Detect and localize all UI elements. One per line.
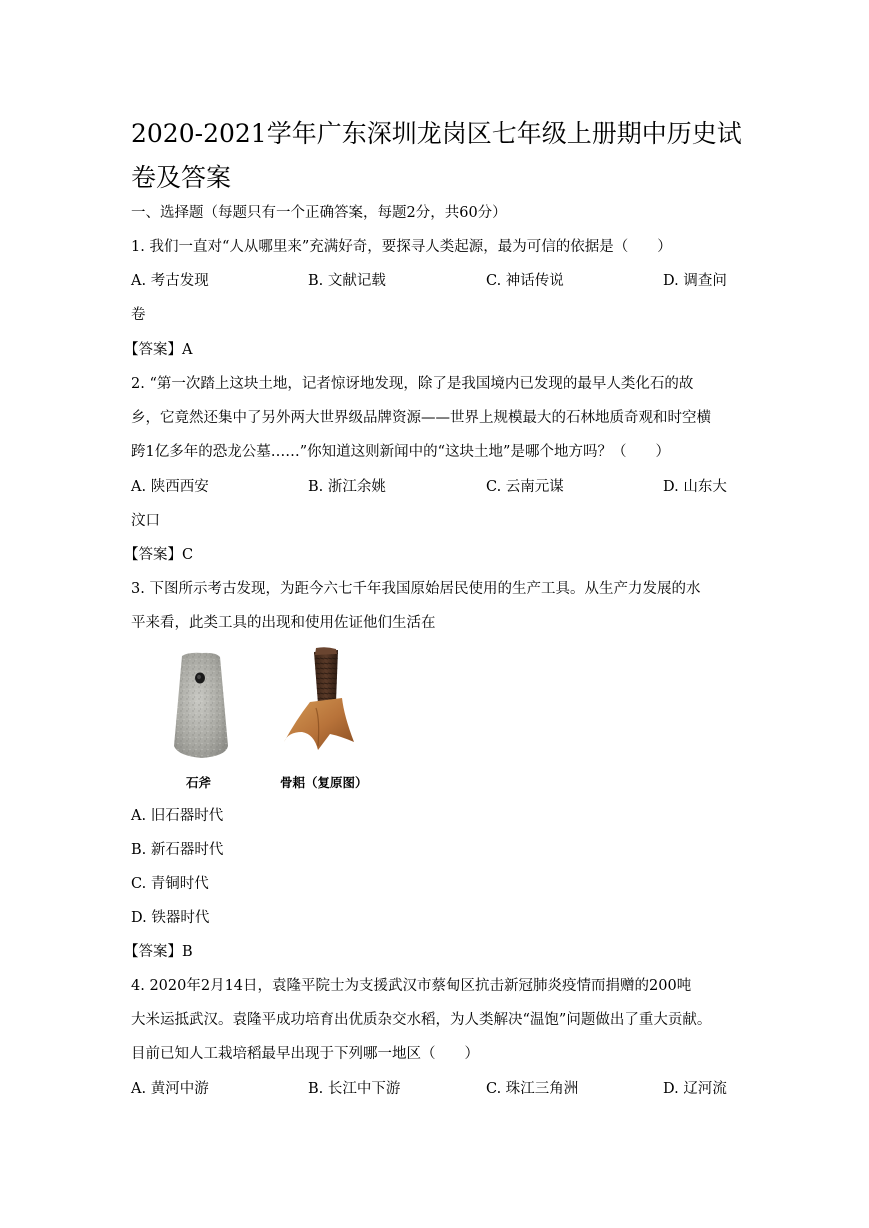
question-3-stem-line-2: 平来看，此类工具的出现和使用佐证他们生活在 <box>131 615 436 631</box>
question-2-option-c: C. 云南元谋 <box>486 479 564 495</box>
question-1-option-b: B. 文献记载 <box>308 273 386 289</box>
bone-spade-image <box>280 646 360 758</box>
question-2-option-a: A. 陕西西安 <box>131 479 209 495</box>
question-1-option-a: A. 考古发现 <box>131 273 209 289</box>
question-4-stem-line-3: 目前已知人工栽培稻最早出现于下列哪一地区（ ） <box>131 1046 479 1062</box>
question-1-answer: 【答案】A <box>124 342 193 358</box>
question-3-option-a: A. 旧石器时代 <box>131 808 224 824</box>
question-4-stem-line-2: 大米运抵武汉。袁隆平成功培育出优质杂交水稻，为人类解决“温饱”问题做出了重大贡献。 <box>131 1012 712 1028</box>
question-4-stem-line-1: 4. 2020年2月14日，袁隆平院士为支援武汉市蔡甸区抗击新冠肺炎疫情而捐赠的200吨 <box>131 978 692 994</box>
question-3-figure <box>160 646 390 796</box>
question-2-stem-line-1: 2. “第一次踏上这块土地，记者惊讶地发现，除了是我国境内已发现的最早人类化石的故 <box>131 376 694 392</box>
question-1-stem: 1. 我们一直对“人从哪里来”充满好奇，要探寻人类起源，最为可信的依据是（ ） <box>131 239 672 255</box>
question-2-stem-line-2: 乡，它竟然还集中了另外两大世界级品牌资源——世界上规模最大的石林地质奇观和时空横 <box>131 410 711 426</box>
question-4-option-d: D. 辽河流 <box>663 1081 727 1097</box>
question-2-option-d-continued: 汶口 <box>131 513 160 529</box>
question-1-option-d-continued: 卷 <box>131 307 146 323</box>
question-3-stem-line-1: 3. 下图所示考古发现，为距今六七千年我国原始居民使用的生产工具。从生产力发展的水 <box>131 581 701 597</box>
page-title: 2020-2021学年广东深圳龙岗区七年级上册期中历史试卷及答案 <box>131 119 742 192</box>
question-1-option-d: D. 调查问 <box>663 273 727 289</box>
question-4-option-c: C. 珠江三角洲 <box>486 1081 579 1097</box>
question-3-answer: 【答案】B <box>124 944 193 960</box>
section-heading: 一、选择题（每题只有一个正确答案，每题2分，共60分） <box>131 205 507 221</box>
question-3-option-b: B. 新石器时代 <box>131 842 224 858</box>
stone-axe-caption: 石斧 <box>186 775 212 790</box>
question-3-option-d: D. 铁器时代 <box>131 910 210 926</box>
question-2-answer: 【答案】C <box>124 547 194 563</box>
question-3-option-c: C. 青铜时代 <box>131 876 209 892</box>
question-2-stem-line-3: 跨1亿多年的恐龙公墓……”你知道这则新闻中的“这块土地”是哪个地方吗？（ ） <box>131 444 670 460</box>
bone-spade-caption: 骨耜（复原图） <box>280 775 368 790</box>
question-1-option-c: C. 神话传说 <box>486 273 564 289</box>
question-4-option-b: B. 长江中下游 <box>308 1081 401 1097</box>
question-2-option-d: D. 山东大 <box>663 479 727 495</box>
stone-axe-image <box>168 650 236 762</box>
question-4-option-a: A. 黄河中游 <box>131 1081 209 1097</box>
question-2-option-b: B. 浙江余姚 <box>308 479 386 495</box>
